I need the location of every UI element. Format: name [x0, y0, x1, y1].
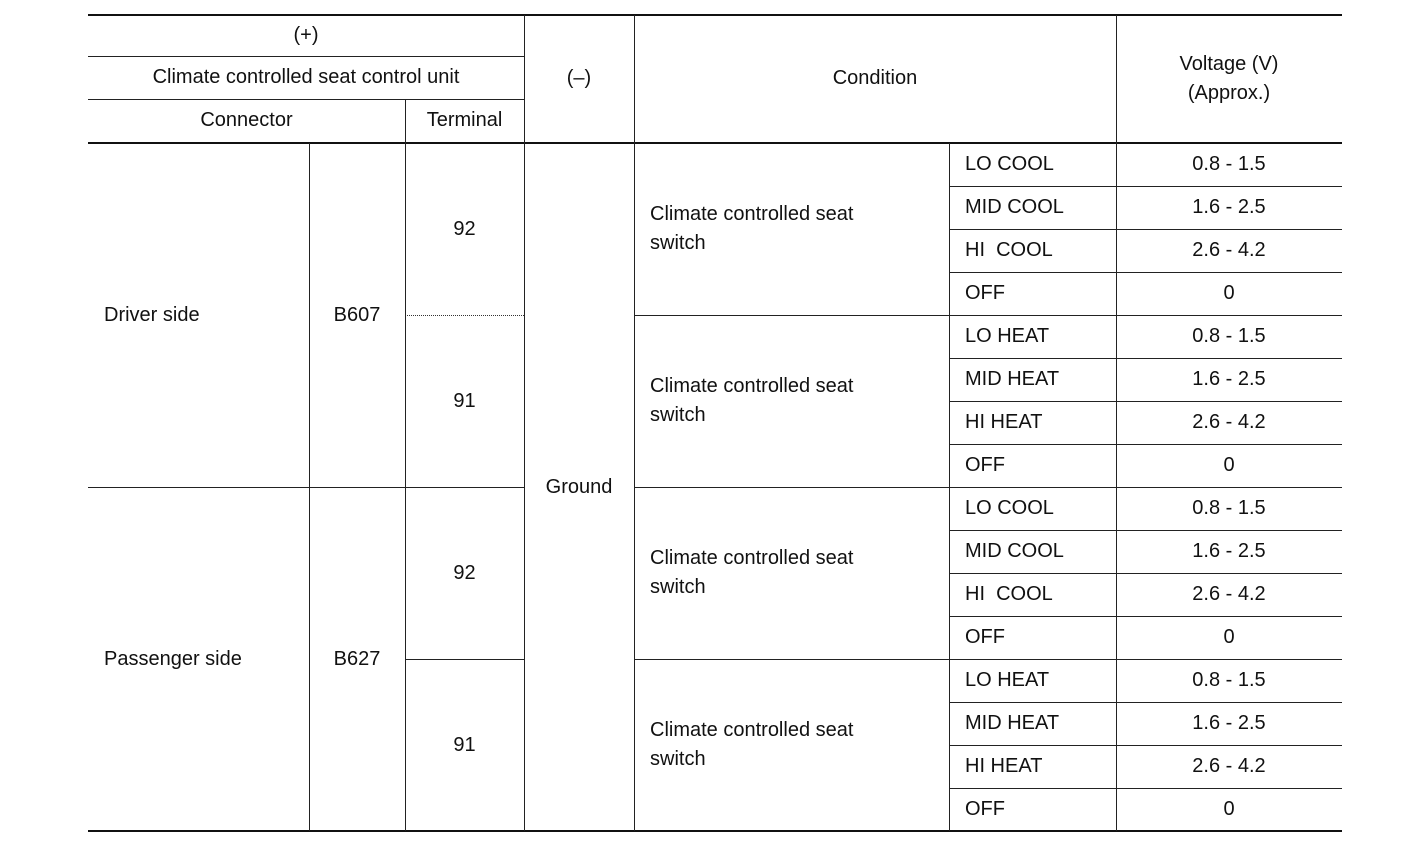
- voltage-header-line1: Voltage (V): [1179, 52, 1279, 75]
- terminal-cell: 91: [453, 389, 476, 412]
- mode-cell: MID COOL: [965, 540, 1064, 562]
- voltage-cell: 1.6 - 2.5: [1192, 712, 1266, 734]
- voltage-cell: 0: [1223, 454, 1235, 476]
- mode-cell: HI HEAT: [965, 411, 1043, 433]
- mode-cell: OFF: [965, 454, 1005, 476]
- mode-cell: HI COOL: [965, 583, 1053, 605]
- group-divider: [405, 659, 524, 660]
- terminal-header: Terminal: [426, 109, 503, 131]
- group-divider: [405, 315, 524, 316]
- row-divider: [949, 444, 1342, 445]
- mode-cell: MID COOL: [965, 196, 1064, 218]
- terminal-cell: 92: [453, 561, 476, 584]
- control-unit-header: Climate controlled seat control unit: [152, 66, 460, 88]
- row-divider: [949, 702, 1342, 703]
- connector-header: Connector: [200, 109, 293, 131]
- mode-cell: HI COOL: [965, 239, 1053, 261]
- column-divider: [524, 15, 525, 831]
- mode-cell: HI HEAT: [965, 755, 1043, 777]
- voltage-cell: 0: [1223, 282, 1235, 304]
- column-divider: [309, 143, 310, 831]
- row-divider: [949, 745, 1342, 746]
- minus-header: (–): [566, 67, 592, 89]
- voltage-cell: 0.8 - 1.5: [1192, 669, 1266, 691]
- condition-line: switch: [650, 748, 706, 770]
- side-divider: [88, 487, 524, 488]
- column-divider: [949, 143, 950, 831]
- condition-line: Climate controlled seat: [650, 719, 854, 741]
- mode-cell: LO HEAT: [965, 325, 1050, 347]
- voltage-header-line2: (Approx.): [1187, 81, 1271, 104]
- plus-header: (+): [293, 24, 319, 46]
- voltage-cell: 0: [1223, 798, 1235, 820]
- condition-cell: [634, 659, 949, 831]
- condition-cell: [634, 315, 949, 487]
- voltage-cell: 1.6 - 2.5: [1192, 540, 1266, 562]
- terminal-cell: 92: [453, 217, 476, 240]
- row-divider: [949, 229, 1342, 230]
- condition-line: Climate controlled seat: [650, 203, 854, 225]
- voltage-cell: 0.8 - 1.5: [1192, 325, 1266, 347]
- terminal-cell: 91: [453, 733, 476, 756]
- row-divider: [949, 401, 1342, 402]
- connector-cell: B627: [333, 647, 381, 670]
- table-bottom-rule: [88, 830, 1342, 832]
- voltage-cell: 2.6 - 4.2: [1192, 411, 1266, 433]
- column-divider: [405, 99, 406, 831]
- group-divider: [634, 487, 1342, 488]
- header-divider: [88, 56, 524, 57]
- mode-cell: MID HEAT: [965, 368, 1060, 390]
- voltage-cell: 1.6 - 2.5: [1192, 368, 1266, 390]
- condition-cell: [634, 143, 949, 315]
- row-divider: [949, 530, 1342, 531]
- mode-cell: LO COOL: [965, 497, 1054, 519]
- row-divider: [949, 616, 1342, 617]
- condition-line: switch: [650, 232, 706, 254]
- voltage-header: [1116, 15, 1342, 142]
- group-divider: [634, 315, 1342, 316]
- condition-line: Climate controlled seat: [650, 375, 854, 397]
- mode-cell: OFF: [965, 626, 1005, 648]
- mode-cell: LO COOL: [965, 153, 1054, 175]
- row-divider: [949, 186, 1342, 187]
- mode-cell: LO HEAT: [965, 669, 1050, 691]
- connector-cell: B607: [333, 303, 381, 326]
- table-top-rule: [88, 14, 1342, 16]
- side-cell: Driver side: [104, 303, 200, 326]
- row-divider: [949, 573, 1342, 574]
- column-divider: [1116, 15, 1117, 831]
- condition-line: switch: [650, 576, 706, 598]
- row-divider: [949, 272, 1342, 273]
- header-bottom-rule: [88, 142, 1342, 144]
- column-divider: [634, 15, 635, 831]
- condition-header: Condition: [832, 67, 918, 89]
- voltage-cell: 0.8 - 1.5: [1192, 497, 1266, 519]
- voltage-cell: 1.6 - 2.5: [1192, 196, 1266, 218]
- condition-cell: [634, 487, 949, 659]
- voltage-cell: 0.8 - 1.5: [1192, 153, 1266, 175]
- voltage-cell: 2.6 - 4.2: [1192, 239, 1266, 261]
- row-divider: [949, 788, 1342, 789]
- voltage-cell: 0: [1223, 626, 1235, 648]
- ground-cell: Ground: [545, 475, 613, 498]
- side-cell: Passenger side: [104, 647, 242, 670]
- voltage-cell: 2.6 - 4.2: [1192, 755, 1266, 777]
- header-divider: [88, 99, 524, 100]
- mode-cell: MID HEAT: [965, 712, 1060, 734]
- mode-cell: OFF: [965, 282, 1005, 304]
- voltage-cell: 2.6 - 4.2: [1192, 583, 1266, 605]
- condition-line: Climate controlled seat: [650, 547, 854, 569]
- row-divider: [949, 358, 1342, 359]
- mode-cell: OFF: [965, 798, 1005, 820]
- condition-line: switch: [650, 404, 706, 426]
- group-divider: [634, 659, 1342, 660]
